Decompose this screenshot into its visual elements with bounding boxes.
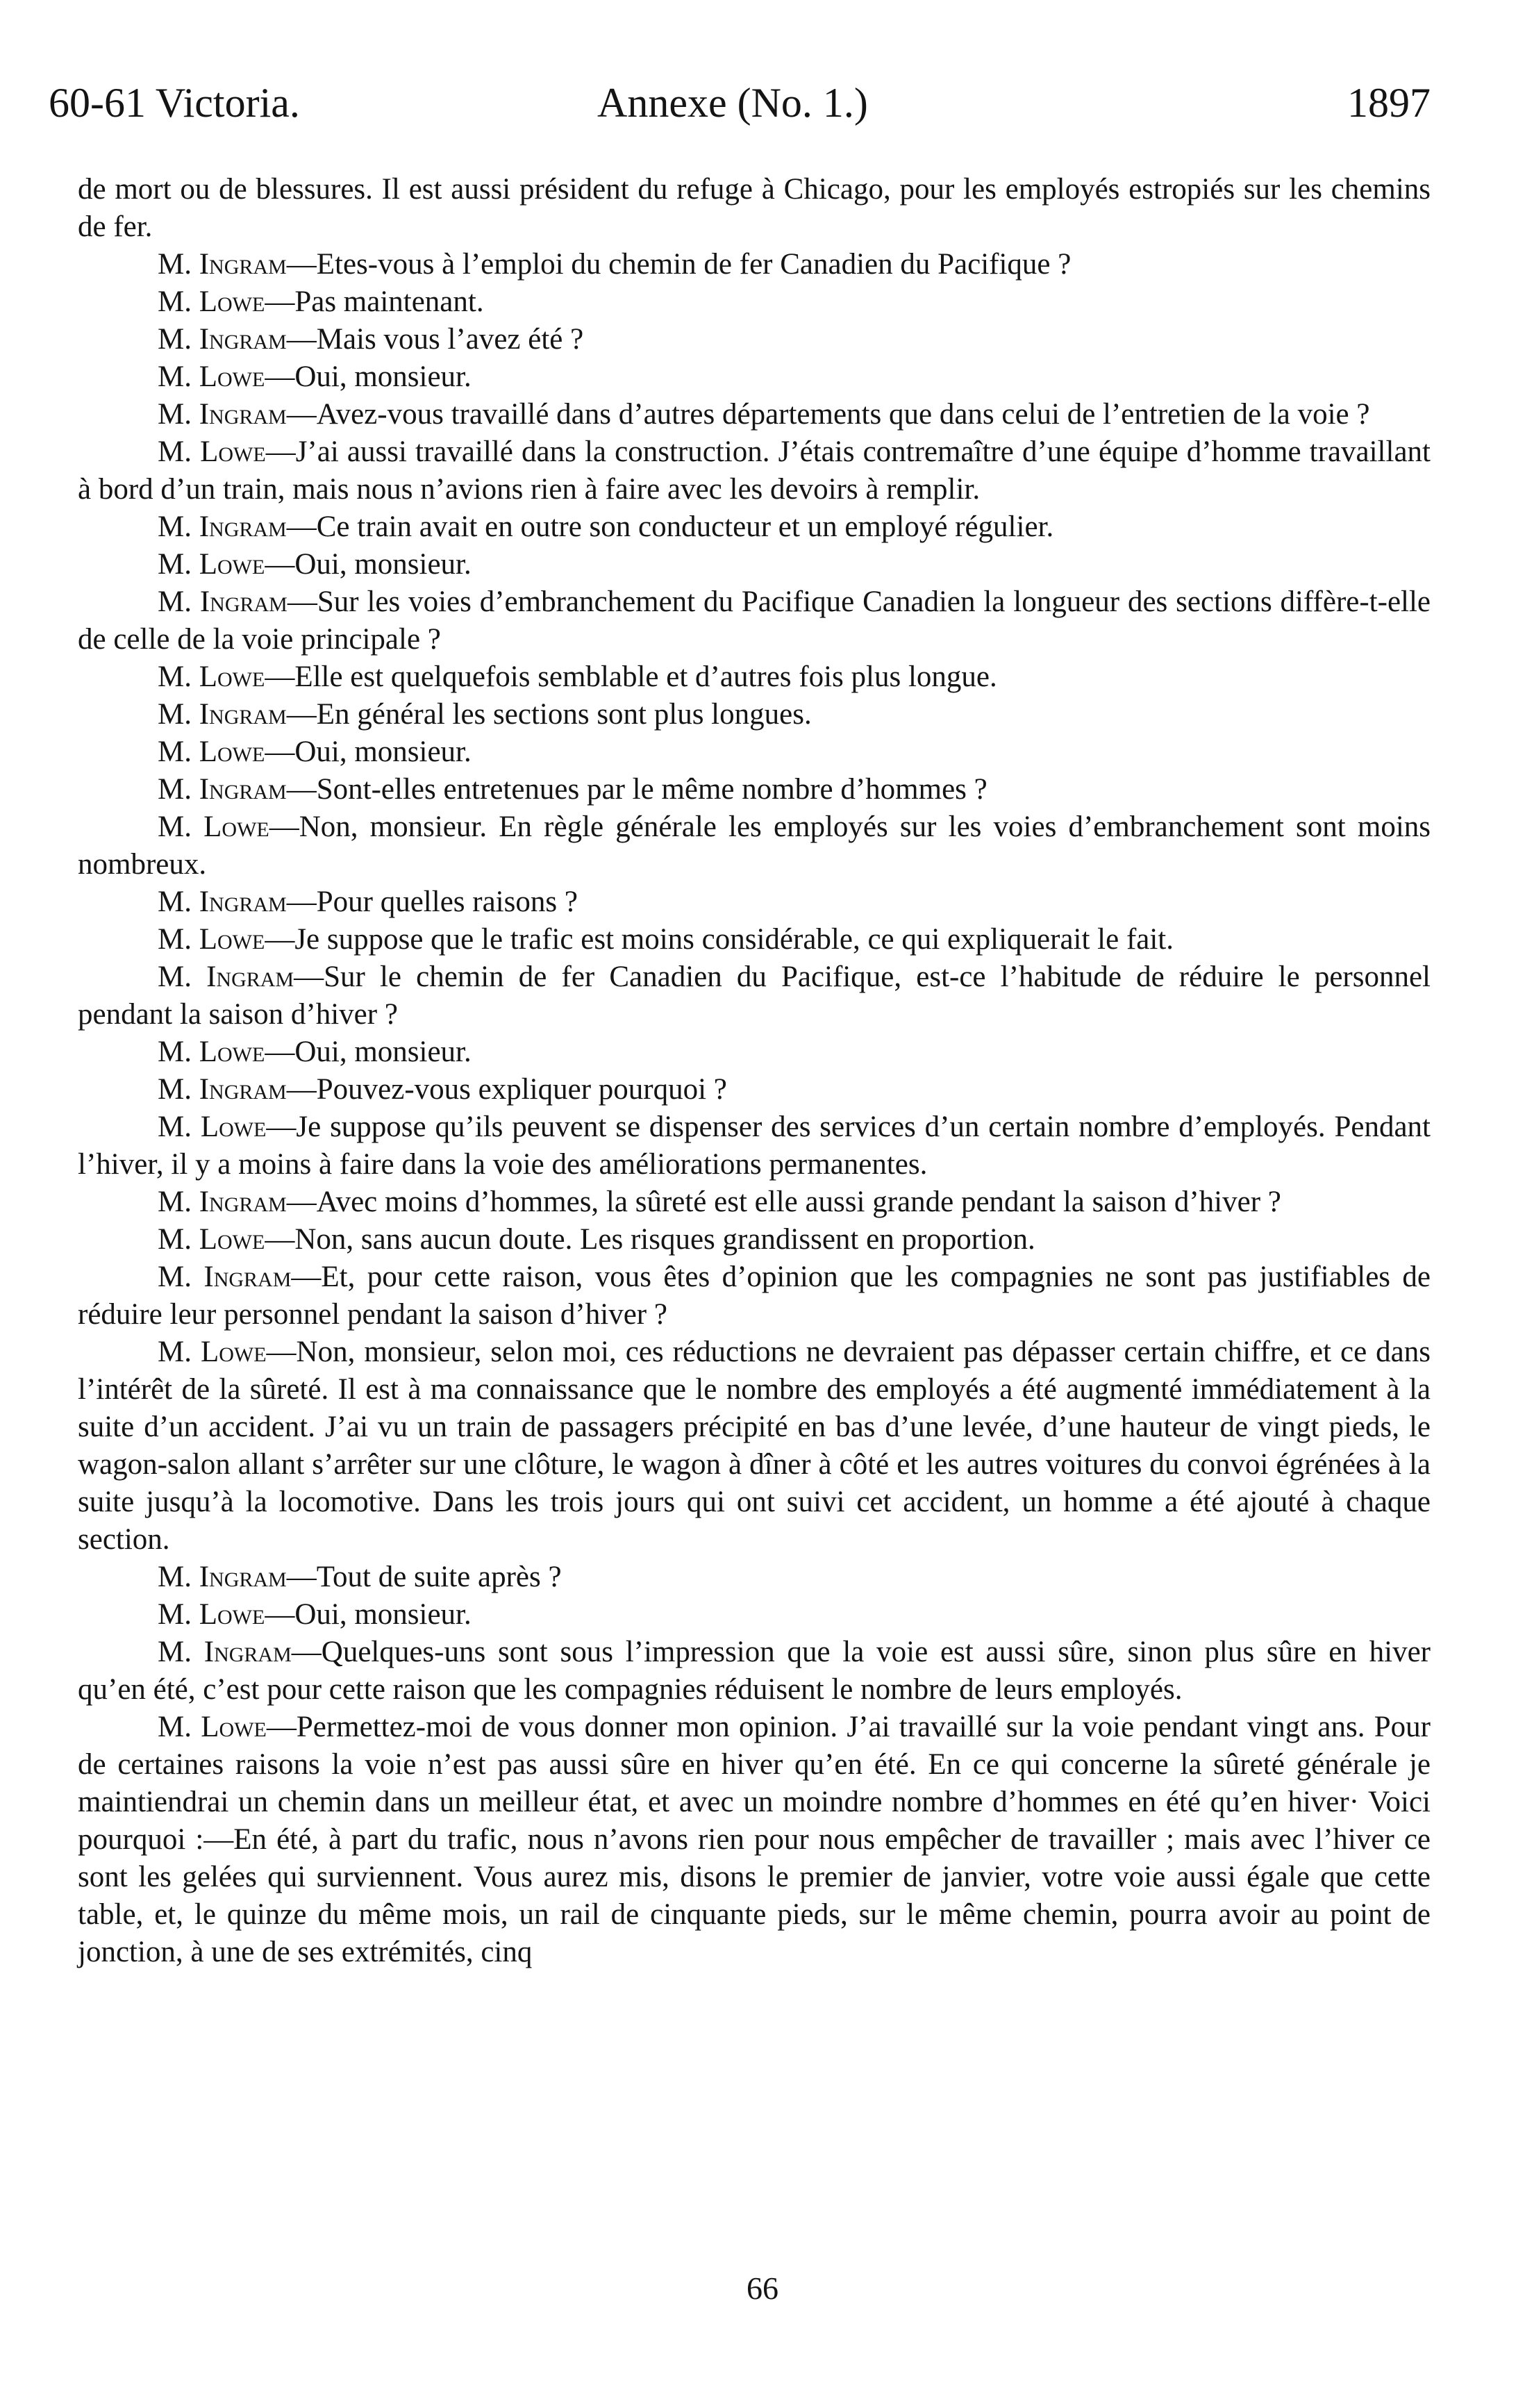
running-header xyxy=(49,75,1431,131)
paragraph-text: —Et, pour cette raison, vous êtes d’opinion que les compagnies ne sont pas justifiables de réduire leur personnel pendant la saison d’hiver ? xyxy=(78,1261,1431,1331)
speaker-name: M. Ingram xyxy=(158,1636,292,1668)
paragraph-text: —Pouvez-vous expliquer pourquoi ? xyxy=(286,1073,727,1106)
testimony-paragraph xyxy=(78,1259,1431,1334)
paragraph-text: —Non, monsieur. En règle générale les employés sur les voies d’embranchement sont moins nombreux. xyxy=(78,811,1431,881)
testimony-paragraph xyxy=(78,396,1431,433)
paragraph-text: —J’ai aussi travaillé dans la construction. J’étais contremaître d’une équipe d’homme travaillant à bord d’un train, mais nous n’avions rien à faire avec les devoirs à remplir. xyxy=(78,435,1431,506)
testimony-paragraph xyxy=(78,958,1431,1033)
header-annex: Annexe (No. 1.) xyxy=(597,80,868,126)
speaker-name: M. Ingram xyxy=(158,248,287,281)
paragraph-text: —Avez-vous travaillé dans d’autres départements que dans celui de l’entretien de la voie ? xyxy=(286,398,1370,431)
paragraph-text: —Oui, monsieur. xyxy=(265,1036,472,1068)
paragraph-text: —Mais vous l’avez été ? xyxy=(286,323,584,356)
testimony-body xyxy=(78,171,1431,1971)
paragraph-text: —Je suppose qu’ils peuvent se dispenser des services d’un certain nombre d’employés. Pendant l’hiver, il y a moins à faire dans la voie des améliorations permanentes. xyxy=(78,1111,1431,1181)
header-year: 1897 xyxy=(1347,80,1431,126)
paragraph-text: —Oui, monsieur. xyxy=(265,1598,472,1631)
speaker-name: M. Lowe xyxy=(158,1111,267,1143)
paragraph-text: —Sur le chemin de fer Canadien du Pacifique, est-ce l’habitude de réduire le personnel pendant la saison d’hiver ? xyxy=(78,961,1431,1031)
speaker-name: M. Lowe xyxy=(158,1711,267,1743)
testimony-paragraph xyxy=(78,358,1431,396)
testimony-paragraph xyxy=(78,1033,1431,1071)
testimony-paragraph xyxy=(78,546,1431,583)
paragraph-text: —Sur les voies d’embranchement du Pacifique Canadien la longueur des sections diffère-t-elle de celle de la voie principale ? xyxy=(78,586,1431,656)
speaker-name: M. Ingram xyxy=(158,1261,292,1293)
speaker-name: M. Ingram xyxy=(158,773,287,806)
speaker-name: M. Lowe xyxy=(158,1336,267,1368)
speaker-name: M. Ingram xyxy=(158,961,294,993)
testimony-paragraph xyxy=(78,1071,1431,1108)
speaker-name: M. Ingram xyxy=(158,586,288,618)
testimony-paragraph xyxy=(78,1334,1431,1559)
speaker-name: M. Ingram xyxy=(158,1561,287,1593)
testimony-paragraph xyxy=(78,433,1431,508)
paragraph-text: —Oui, monsieur. xyxy=(265,736,472,768)
paragraph-text: —Avec moins d’hommes, la sûreté est elle aussi grande pendant la saison d’hiver ? xyxy=(286,1186,1281,1218)
paragraph-text: de mort ou de blessures. Il est aussi président du refuge à Chicago, pour les employés estropiés sur les chemins de fer. xyxy=(78,173,1431,243)
paragraph-text: —Permettez-moi de vous donner mon opinion. J’ai travaillé sur la voie pendant vingt ans. Pour de certaines raisons la voie n’est pas aussi sûre en hiver qu’en été. En ce qui concerne la sûreté générale je maintiendrai un chemin dans un meilleur état, et avec un moindre nombre d’hommes en été qu’en hiver· Voici pourquoi :—En été, à part du trafic, nous n’avons rien pour nous empêcher de travailler ; mais avec l’hiver ce sont les gelées qui surviennent. Vous aurez mis, disons le premier de janvier, votre voie aussi égale que cette table, et, le quinze du même mois, un rail de cinquante pieds, sur le même chemin, pourra avoir au point de jonction, à une de ses extrémités, cinq xyxy=(78,1711,1431,1968)
speaker-name: M. Lowe xyxy=(158,1598,265,1631)
testimony-paragraph xyxy=(78,1221,1431,1259)
testimony-paragraph xyxy=(78,246,1431,283)
speaker-name: M. Lowe xyxy=(158,1036,265,1068)
testimony-paragraph xyxy=(78,771,1431,808)
paragraph-text: —Pas maintenant. xyxy=(265,285,484,318)
paragraph-text: —Non, sans aucun doute. Les risques grandissent en proportion. xyxy=(265,1223,1035,1256)
testimony-paragraph xyxy=(78,321,1431,358)
testimony-paragraph xyxy=(78,1559,1431,1596)
paragraph-text: —Sont-elles entretenues par le même nombre d’hommes ? xyxy=(286,773,988,806)
testimony-paragraph xyxy=(78,1709,1431,1971)
testimony-paragraph xyxy=(78,696,1431,733)
speaker-name: M. Lowe xyxy=(158,923,265,956)
speaker-name: M. Lowe xyxy=(158,435,266,468)
speaker-name: M. Lowe xyxy=(158,736,265,768)
testimony-paragraph xyxy=(78,1108,1431,1184)
paragraph-text: —Elle est quelquefois semblable et d’autres fois plus longue. xyxy=(265,661,997,693)
testimony-paragraph xyxy=(78,1634,1431,1709)
testimony-paragraph xyxy=(78,1596,1431,1634)
testimony-paragraph xyxy=(78,583,1431,658)
speaker-name: M. Ingram xyxy=(158,510,287,543)
speaker-name: M. Lowe xyxy=(158,285,265,318)
testimony-paragraph xyxy=(78,1184,1431,1221)
speaker-name: M. Ingram xyxy=(158,886,287,918)
testimony-paragraph xyxy=(78,921,1431,958)
speaker-name: M. Lowe xyxy=(158,548,265,581)
page-number: 66 xyxy=(747,2270,778,2306)
speaker-name: M. Ingram xyxy=(158,398,287,431)
testimony-paragraph xyxy=(78,658,1431,696)
speaker-name: M. Lowe xyxy=(158,811,269,843)
speaker-name: M. Lowe xyxy=(158,1223,265,1256)
speaker-name: M. Ingram xyxy=(158,1186,287,1218)
speaker-name: M. Ingram xyxy=(158,323,287,356)
header-session: 60-61 Victoria. xyxy=(49,80,300,126)
paragraph-text: —Etes-vous à l’emploi du chemin de fer Canadien du Pacifique ? xyxy=(286,248,1072,281)
speaker-name: M. Lowe xyxy=(158,661,265,693)
speaker-name: M. Lowe xyxy=(158,360,265,393)
testimony-paragraph xyxy=(78,508,1431,546)
paragraph-text: —Oui, monsieur. xyxy=(265,548,472,581)
paragraph-text: —Non, monsieur, selon moi, ces réductions ne devraient pas dépasser certain chiffre, et ce dans l’intérêt de la sûreté. Il est à ma connaissance que le nombre des employés a été augmenté immédiatement à la suite d’un accident. J’ai vu un train de passagers précipité en bas d’une levée, d’une hauteur de vingt pieds, le wagon-salon allant s’arrêter sur une clôture, le wagon à dîner à côté et les autres voitures du convoi égrénées à la suite jusqu’à la locomotive. Dans les trois jours qui ont suivi cet accident, un homme a été ajouté à chaque section. xyxy=(78,1336,1431,1556)
testimony-paragraph xyxy=(78,283,1431,321)
paragraph-text: —Ce train avait en outre son conducteur et un employé régulier. xyxy=(286,510,1054,543)
testimony-paragraph xyxy=(78,883,1431,921)
paragraph-text: —En général les sections sont plus longues. xyxy=(286,698,812,731)
paragraph-text: —Pour quelles raisons ? xyxy=(286,886,578,918)
testimony-paragraph xyxy=(78,171,1431,246)
testimony-paragraph xyxy=(78,733,1431,771)
paragraph-text: —Quelques-uns sont sous l’impression que la voie est aussi sûre, sinon plus sûre en hiver qu’en été, c’est pour cette raison que les compagnies réduisent le nombre de leurs employés. xyxy=(78,1636,1431,1706)
speaker-name: M. Ingram xyxy=(158,698,287,731)
paragraph-text: —Tout de suite après ? xyxy=(286,1561,562,1593)
paragraph-text: —Je suppose que le trafic est moins considérable, ce qui expliquerait le fait. xyxy=(265,923,1174,956)
paragraph-text: —Oui, monsieur. xyxy=(265,360,472,393)
testimony-paragraph xyxy=(78,808,1431,883)
speaker-name: M. Ingram xyxy=(158,1073,287,1106)
